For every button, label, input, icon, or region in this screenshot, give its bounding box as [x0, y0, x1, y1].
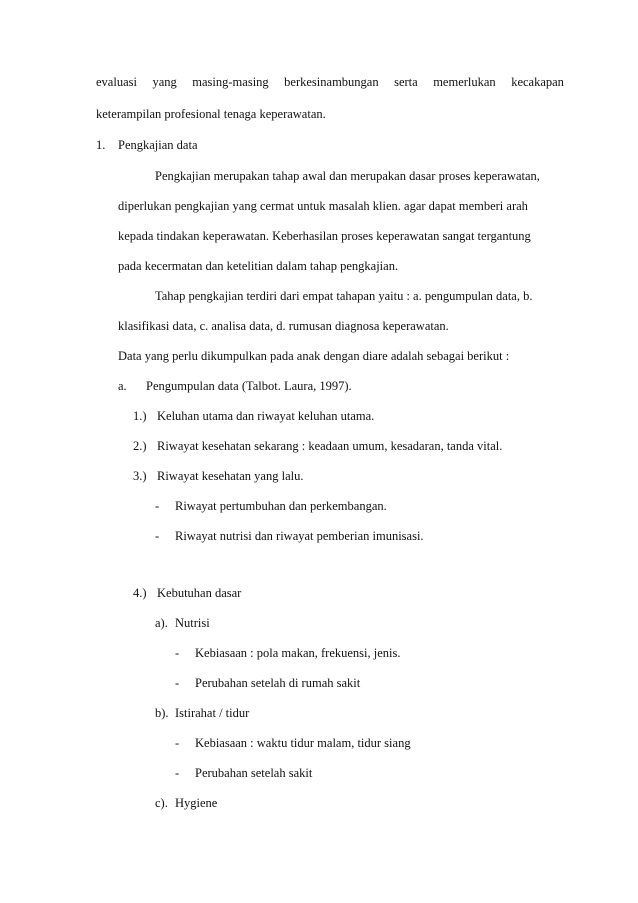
word: yang [152, 75, 177, 89]
top-paragraph-line-2: keterampilan profesional tenaga keperawatan. [96, 107, 326, 121]
section-heading [96, 137, 198, 153]
para2-line-2: klasifikasi data, c. analisa data, d. rumusan diagnosa keperawatan. [118, 319, 449, 333]
sub-a-marker: a. [118, 379, 127, 393]
bullet-item [155, 528, 424, 544]
para1-line-3: kepada tindakan keperawatan. Keberhasilan proses keperawatan sangat tergantung [118, 229, 531, 243]
bullet-dash: - [175, 736, 180, 750]
bullet-dash: - [175, 646, 180, 660]
sub-text: Hygiene [175, 796, 218, 810]
bullet-dash: - [155, 529, 160, 543]
para1-line-1: Pengkajian merupakan tahap awal dan merupakan dasar proses keperawatan, [155, 169, 540, 183]
item-text: Kebutuhan dasar [157, 586, 242, 600]
word: memerlukan [433, 75, 496, 89]
word: berkesinambungan [284, 75, 379, 89]
bullet-dash: - [175, 676, 180, 690]
para3: Data yang perlu dikumpulkan pada anak dengan diare adalah sebagai berikut : [118, 349, 510, 363]
bullet-text: Perubahan setelah sakit [195, 766, 313, 780]
item-2 [133, 438, 502, 454]
section-title: Pengkajian data [118, 138, 198, 152]
word: kecakapan [511, 75, 564, 89]
bullet-text: Perubahan setelah di rumah sakit [195, 676, 361, 690]
bullet-item [175, 675, 360, 691]
sub-marker: b). [155, 706, 169, 720]
word: evaluasi [96, 75, 137, 89]
bullet-text: Kebiasaan : waktu tidur malam, tidur siang [195, 736, 411, 750]
sub-nutrisi [155, 615, 210, 631]
section-number: 1. [96, 138, 106, 152]
sub-hygiene [155, 795, 217, 811]
top-paragraph-line-1 [96, 74, 564, 90]
word: masing-masing [192, 75, 269, 89]
sub-text: Nutrisi [175, 616, 210, 630]
item-text: Keluhan utama dan riwayat keluhan utama. [157, 409, 375, 423]
word: serta [394, 75, 418, 89]
sub-text: Istirahat / tidur [175, 706, 250, 720]
para1-line-4: pada kecermatan dan ketelitian dalam tahap pengkajian. [118, 259, 399, 273]
bullet-item [175, 765, 312, 781]
item-marker: 2.) [133, 439, 147, 453]
para2-line-1: Tahap pengkajian terdiri dari empat tahapan yaitu : a. pengumpulan data, b. [155, 289, 533, 303]
bullet-text: Riwayat pertumbuhan dan perkembangan. [175, 499, 387, 513]
item-3 [133, 468, 303, 484]
bullet-text: Kebiasaan : pola makan, frekuensi, jenis. [195, 646, 401, 660]
item-1 [133, 408, 374, 424]
item-marker: 4.) [133, 586, 147, 600]
sub-marker: c). [155, 796, 168, 810]
bullet-item [175, 735, 411, 751]
bullet-item [155, 498, 387, 514]
sub-marker: a). [155, 616, 168, 630]
item-marker: 1.) [133, 409, 147, 423]
bullet-item [175, 645, 401, 661]
item-text: Riwayat kesehatan sekarang : keadaan umum, kesadaran, tanda vital. [157, 439, 503, 453]
item-4 [133, 585, 241, 601]
bullet-dash: - [175, 766, 180, 780]
para1-line-2: diperlukan pengkajian yang cermat untuk masalah klien. agar dapat memberi arah [118, 199, 528, 213]
item-text: Riwayat kesehatan yang lalu. [157, 469, 304, 483]
sub-a [118, 378, 352, 394]
sub-a-text: Pengumpulan data (Talbot. Laura, 1997). [146, 379, 352, 393]
item-marker: 3.) [133, 469, 147, 483]
bullet-dash: - [155, 499, 160, 513]
bullet-text: Riwayat nutrisi dan riwayat pemberian imunisasi. [175, 529, 424, 543]
sub-istirahat [155, 705, 249, 721]
